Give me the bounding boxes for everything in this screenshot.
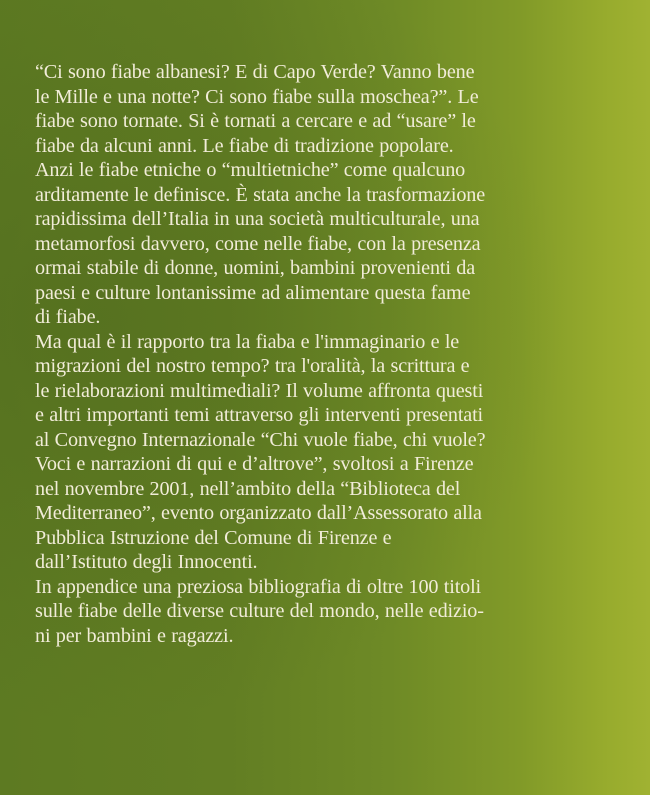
text-line: al Convegno Internazionale “Chi vuole fiabe, chi vuole? [35,428,486,451]
text-line: ni per bambini e ragazzi. [35,624,234,647]
text-line: Pubblica Istruzione del Comune di Firenze e [35,526,392,549]
blurb-text [35,60,625,648]
text-line: dall’Istituto degli Innocenti. [35,551,258,573]
text-line: Mediterraneo”, evento organizzato dall’Assessorato alla [35,502,482,524]
text-line: fiabe sono tornate. Si è tornati a cercare e ad “usare” le [35,110,476,132]
text-line: paesi e culture lontanissime ad alimentare questa fame [35,281,471,304]
paragraph-2 [35,330,625,575]
text-line: migrazioni del nostro tempo? tra l'oralità, la scrittura e [35,355,470,377]
text-line: arditamente le definisce. È stata anche la trasformazione [35,183,486,206]
text-line: rapidissima dell’Italia in una società multiculturale, una [35,208,480,230]
text-line: Ma qual è il rapporto tra la fiaba e l'immaginario e le [35,330,460,353]
text-line: metamorfosi davvero, come nelle fiabe, con la presenza [35,232,481,255]
text-line: e altri importanti temi attraverso gli interventi presentati [35,404,484,426]
text-line: di fiabe. [35,306,101,328]
text-line: le rielaborazioni multimediali? Il volume affronta questi [35,379,484,402]
paragraph-1 [35,60,625,330]
text-line: “Ci sono fiabe albanesi? E di Capo Verde? Vanno bene [35,61,475,83]
text-line: ormai stabile di donne, uomini, bambini provenienti da [35,257,475,279]
text-line: sulle fiabe delle diverse culture del mondo, nelle edizio- [35,600,484,622]
text-line: fiabe da alcuni anni. Le fiabe di tradizione popolare. [35,134,454,157]
text-line: Anzi le fiabe etniche o “multietniche” come qualcuno [35,159,466,181]
text-line: In appendice una preziosa bibliografia di oltre 100 titoli [35,575,482,598]
text-line: le Mille e una notte? Ci sono fiabe sulla moschea?”. Le [35,85,479,108]
paragraph-3 [35,575,625,649]
text-line: Voci e narrazioni di qui e d’altrove”, svoltosi a Firenze [35,453,474,475]
text-line: nel novembre 2001, nell’ambito della “Biblioteca del [35,477,461,500]
